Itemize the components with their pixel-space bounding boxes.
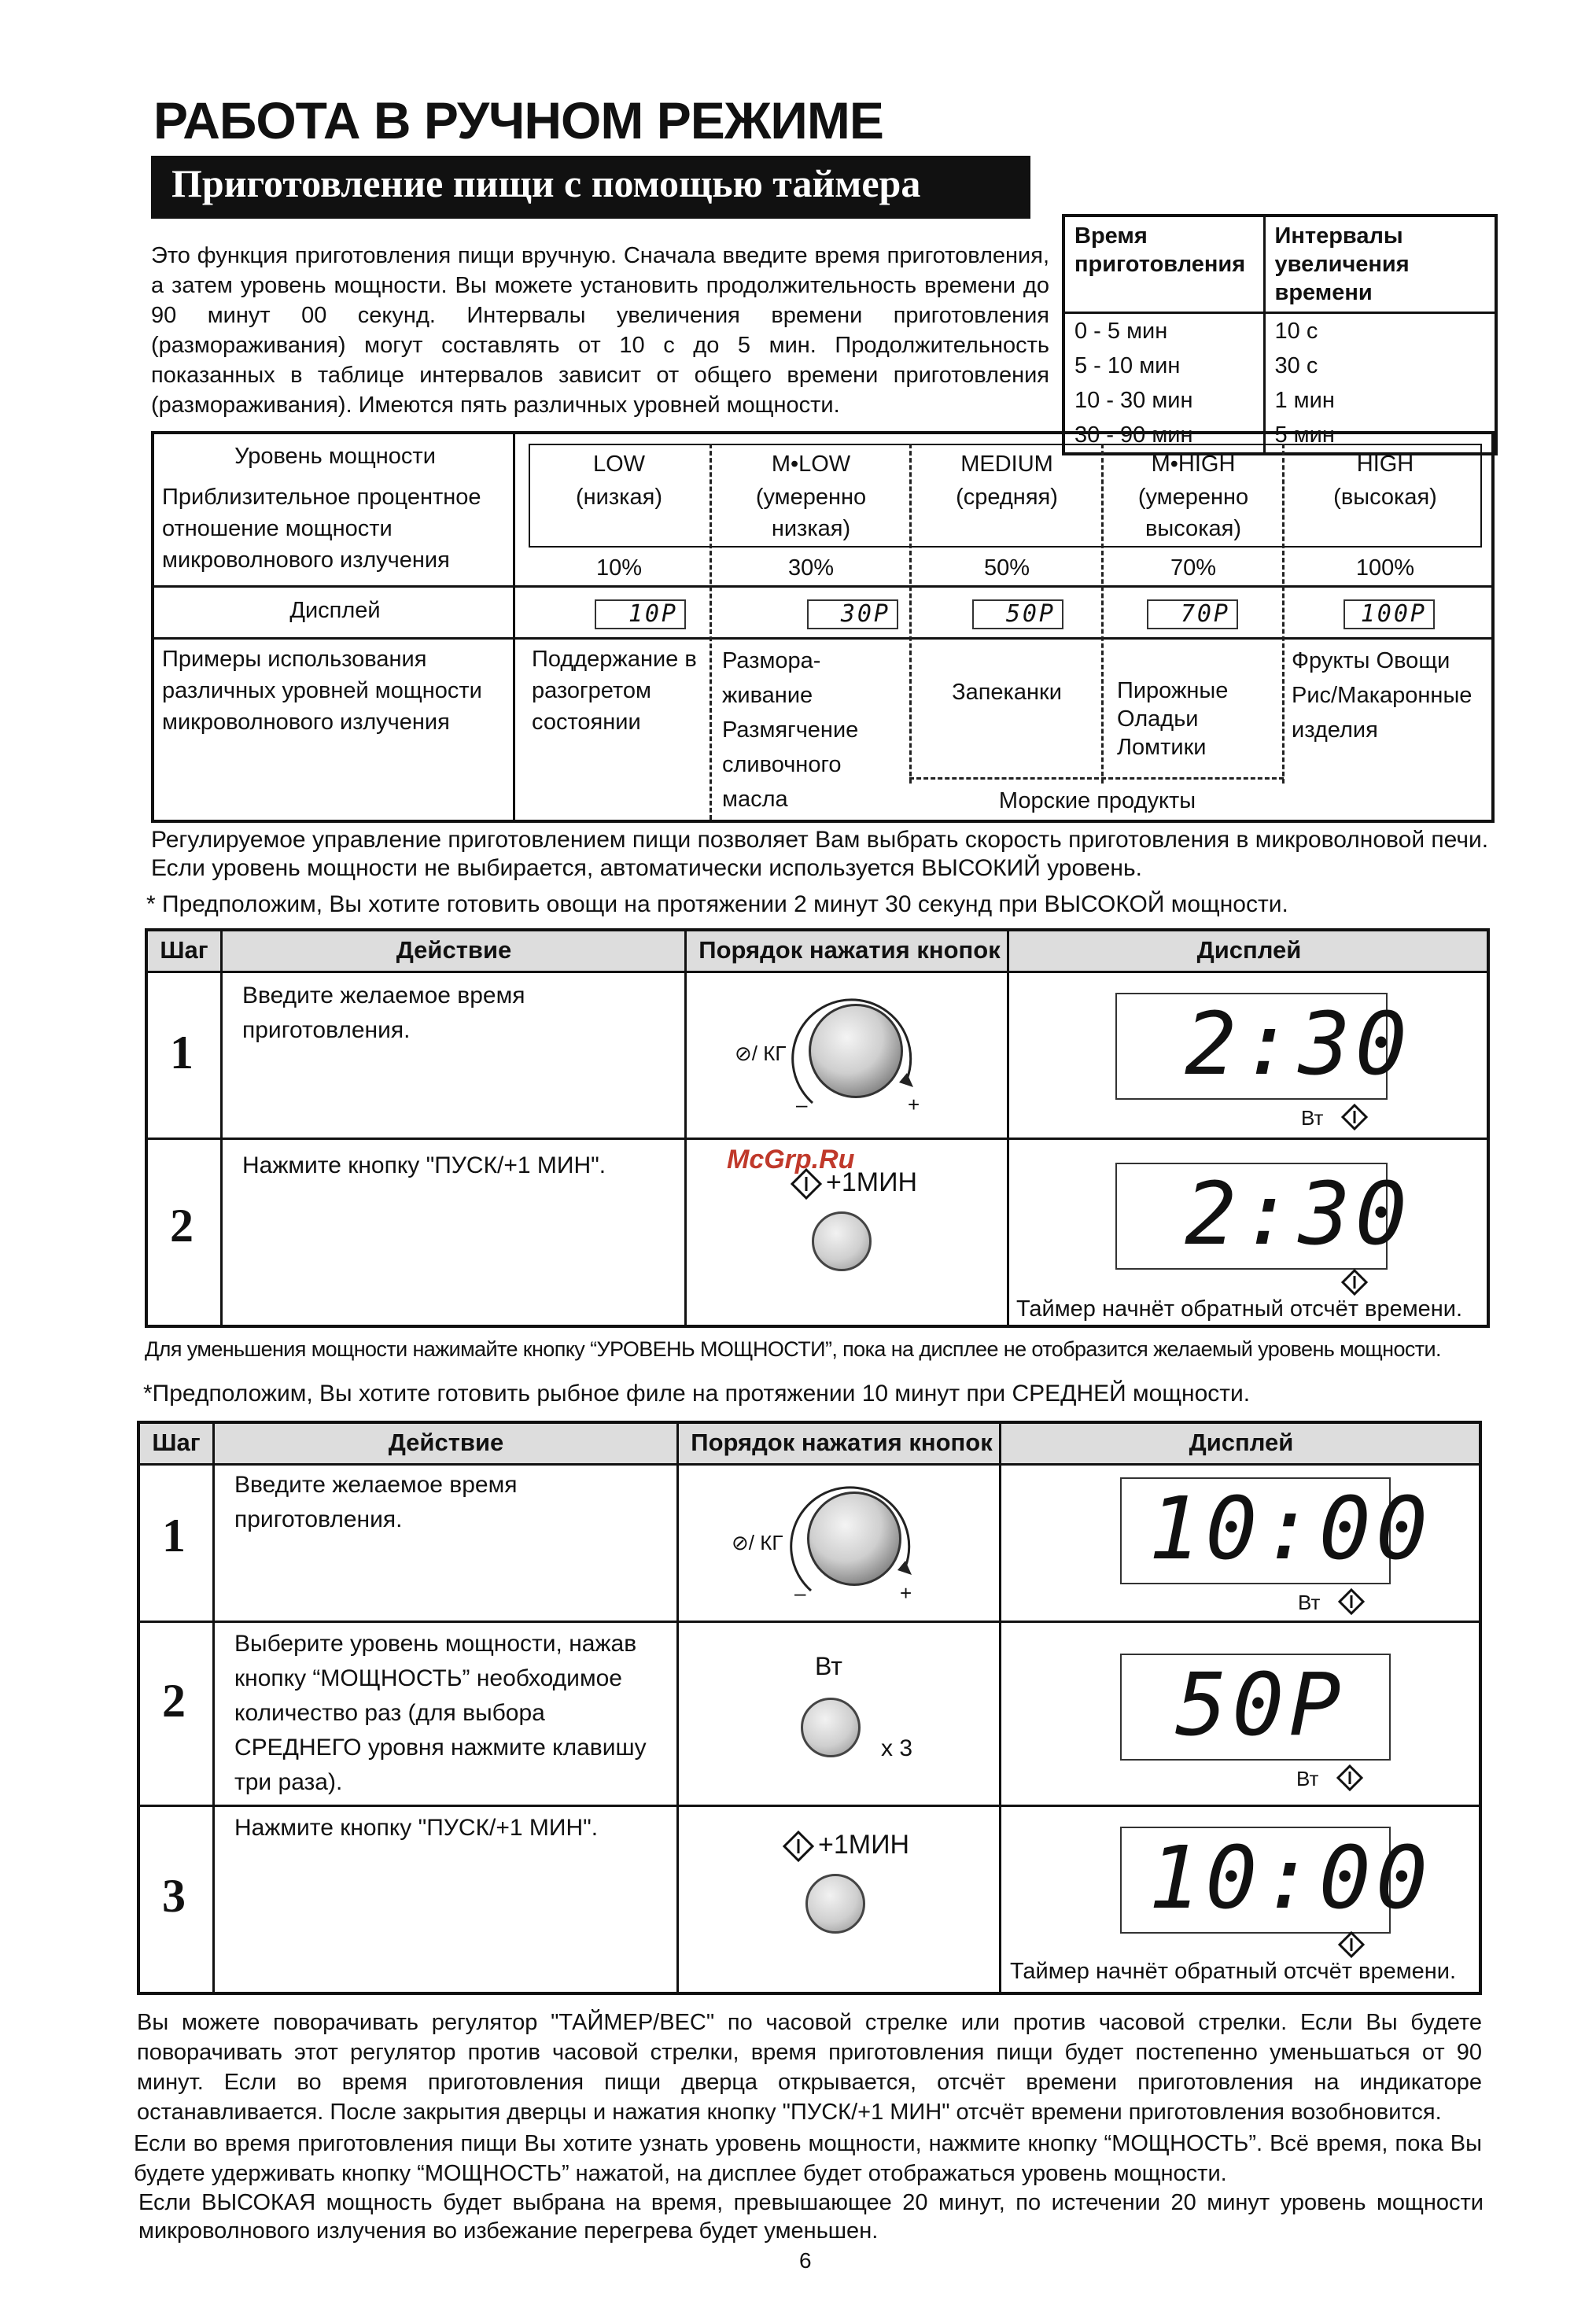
level-desc: (умеренно высокая) [1137,485,1249,541]
level-desc: (средняя) [956,485,1058,510]
countdown-note: Таймер начнёт обратный отсчёт времени. [1010,1959,1457,1984]
grid-line [140,1621,1479,1623]
grid-line [710,444,712,820]
watt-indicator: Вт [1301,1106,1324,1130]
minus-label: – [796,1093,808,1116]
level-name: HIGH [1356,452,1414,477]
power-display-label: Дисплей [289,598,381,623]
interval-col2-header: Интервалы увеличения времени [1264,216,1496,313]
level-example: Фрукты Овощи Рис/Макаронные изделия [1292,648,1473,743]
timer-weight-knob[interactable] [809,1004,903,1098]
start-indicator-icon [1337,1587,1366,1616]
header-action: Действие [223,933,684,968]
grid-line [140,1805,1479,1807]
step-number: 3 [162,1870,186,1922]
step-action: Выберите уровень мощности, нажав кнопку “МОЩНОСТЬ” необходимое количество раз (для выбора СРЕДНЕГО уровня нажмите клавишу три раза). [234,1631,647,1795]
watt-button-label: Вт [815,1652,842,1680]
grid-line [684,931,687,1325]
grid-line [148,971,1487,973]
grid-line [513,434,515,820]
level-percent: 10% [595,555,643,581]
footer-power-info: Если во время приготовления пищи Вы хотите узнать уровень мощности, нажмите кнопку “МОЩНОСТЬ”. Всё время, пока Вы будете удерживать кнопку “МОЩНОСТЬ” нажатой, на дисплее будет отображаться уровень мощности. [134,2131,1482,2186]
interval-time: 30 - 90 мин [1063,418,1264,454]
level-example: Запеканки [952,680,1062,705]
knob-label: ⊘/ КГ [732,1531,783,1554]
start-icon [782,1830,815,1863]
power-table [151,431,1495,823]
step-number: 1 [162,1510,186,1562]
lcd-power: 50P [1175,1654,1346,1755]
interval-step: 5 мин [1274,422,1335,448]
countdown-note: Таймер начнёт обратный отсчёт времени. [1016,1296,1463,1322]
grid-line [909,777,1284,780]
power-examples-label: Примеры использования различных уровней мощности микроволнового излучения [162,647,482,735]
level-display: 100P [1344,599,1435,629]
level-name: LOW [592,452,646,477]
level-display: 50P [972,599,1063,629]
level-name: MEDIUM [960,452,1053,477]
watt-indicator: Вт [1298,1591,1321,1614]
start-indicator-icon [1340,1268,1369,1296]
grid-line [909,444,912,784]
lcd-time: 10:00 [1148,1827,1433,1928]
grid-line [1007,931,1009,1325]
grid-line [212,1424,215,1992]
watermark: McGrp.Ru [727,1145,855,1174]
grid-line [154,585,1491,588]
level-display: 70P [1147,599,1238,629]
page-title: РАБОТА В РУЧНОМ РЕЖИМЕ [153,91,883,149]
para-control-1: Регулируемое управление приготовлением пищи позволяет Вам выбрать скорость приготовления в микроволновой печи. [151,827,1489,853]
level-percent: 70% [1170,555,1217,581]
step-number: 1 [170,1027,194,1079]
power-percent-label: Приблизительное процентное отношение мощности микроволнового излучения [162,485,481,573]
level-example: Поддержание в разогретом состоянии [532,647,697,735]
header-action: Действие [216,1425,676,1460]
level-display: 30P [807,599,898,629]
timer-weight-knob[interactable] [807,1492,901,1586]
interval-time: 5 - 10 мин [1063,348,1264,383]
grid-line [140,1463,1479,1466]
interval-step: 30 с [1274,353,1318,378]
table-row [1063,313,1496,349]
level-example: Пирожные Оладьи Ломтики [1117,678,1229,760]
tip-power: Для уменьшения мощности нажимайте кнопку “УРОВЕНЬ МОЩНОСТИ”, пока на дисплее не отобразится желаемый уровень мощности. [145,1337,1441,1361]
page-number: 6 [799,2248,812,2273]
grid-line [154,637,1491,640]
grid-line [999,1424,1001,1992]
header-step: Шаг [148,933,220,968]
interval-col1-header: Время приготовления [1063,216,1264,313]
level-display: 10P [595,599,686,629]
level-desc: (низкая) [576,485,662,510]
start-indicator-icon [1336,1764,1364,1792]
plus-label: + [900,1581,912,1605]
steps-table-2 [137,1421,1482,1995]
interval-time: 0 - 5 мин [1063,313,1264,349]
footer-knob-info: Вы можете поворачивать регулятор "ТАЙМЕР/ВЕС" по часовой стрелке или против часовой стрелки. Если Вы будете поворачивать этот регулятор против часовой стрелки, время приготовления пищи будет постепенно уменьшаться от 90 минут. Если во время приготовления пищи дверца открывается, отсчёт времени приготовления на индикаторе останавливается. После закрытия дверцы и нажатия кнопку "ПУСК/+1 МИН" отсчёт времени приготовления возобновится. [137,2010,1482,2125]
step-action: Нажмите кнопку "ПУСК/+1 МИН". [242,1152,606,1178]
grid-line [148,1138,1487,1140]
example-2: *Предположим, Вы хотите готовить рыбное филе на протяжении 10 минут при СРЕДНЕЙ мощности. [143,1381,1251,1407]
level-example: Размора-живание Размягчение сливочного масла [722,648,859,812]
start-button[interactable] [805,1874,865,1934]
steps-table-1 [145,928,1490,1328]
step-number: 2 [170,1200,194,1252]
power-level-label: Уровень мощности [234,444,436,469]
level-percent: 50% [983,555,1030,581]
lcd-time: 10:00 [1148,1478,1433,1579]
level-desc: (высокая) [1333,485,1437,510]
grid-line [1101,444,1104,784]
power-button[interactable] [801,1698,861,1757]
para-control-2: Если уровень мощности не выбирается, автоматически используется ВЫСОКИЙ уровень. [151,855,1142,881]
table-row [1063,383,1496,418]
start-label: +1МИН [818,1830,910,1860]
section-subtitle: Приготовление пищи с помощью таймера [151,156,1030,219]
step-action: Нажмите кнопку "ПУСК/+1 МИН". [234,1815,599,1841]
level-percent: 100% [1355,555,1415,581]
interval-table [1062,214,1498,455]
level-name: M•LOW [771,452,851,477]
lcd-time: 2:30 [1185,1163,1412,1264]
grid-line [220,931,223,1325]
grid-line [1282,444,1285,784]
header-order: Порядок нажатия кнопок [680,1425,1004,1460]
step-action: Введите желаемое время приготовления. [242,983,525,1043]
grid-line [676,1424,679,1992]
start-label: +1МИН [826,1167,918,1197]
watt-indicator: Вт [1296,1767,1319,1790]
press-count: х 3 [881,1735,913,1761]
seafood-example: Морские продукты [998,788,1196,813]
plus-label: + [908,1093,920,1116]
step-action: Введите желаемое время приготовления. [234,1472,518,1532]
step-number: 2 [162,1675,186,1727]
minus-label: – [794,1581,806,1605]
interval-step: 1 мин [1274,388,1335,413]
start-indicator-icon [1340,1103,1369,1131]
header-step: Шаг [140,1425,212,1460]
level-desc: (умеренно низкая) [755,485,867,541]
header-display: Дисплей [1005,1425,1477,1460]
start-button[interactable] [812,1211,872,1271]
interval-time: 10 - 30 мин [1063,383,1264,418]
level-percent: 30% [787,555,835,581]
table-row [1063,348,1496,383]
level-name: M•HIGH [1151,452,1236,477]
start-indicator-icon [1337,1930,1366,1959]
footer-high-power-info: Если ВЫСОКАЯ мощность будет выбрана на время, превышающее 20 минут, по истечении 20 минут уровень мощности микроволнового излучения во избежание перегрева будет уменьшен. [138,2190,1484,2244]
interval-step: 10 с [1274,319,1318,344]
example-1: * Предположим, Вы хотите готовить овощи на протяжении 2 минут 30 секунд при ВЫСОКОЙ мощности. [146,891,1288,917]
lcd-time: 2:30 [1185,994,1412,1094]
knob-label: ⊘/ КГ [735,1042,787,1065]
header-order: Порядок нажатия кнопок [687,933,1012,968]
intro-text: Это функция приготовления пищи вручную. Сначала введите время приготовления, а затем уровень мощности. Вы можете установить продолжительность времени до 90 минут 00 секунд. Интервалы увеличения времени приготовления (размораживания) могут составлять от 10 с до 5 мин. Продолжительность показанных в таблице интервалов зависит от общего времени приготовления (размораживания). Имеются пять различных уровней мощности. [151,243,1049,418]
header-display: Дисплей [1013,933,1485,968]
